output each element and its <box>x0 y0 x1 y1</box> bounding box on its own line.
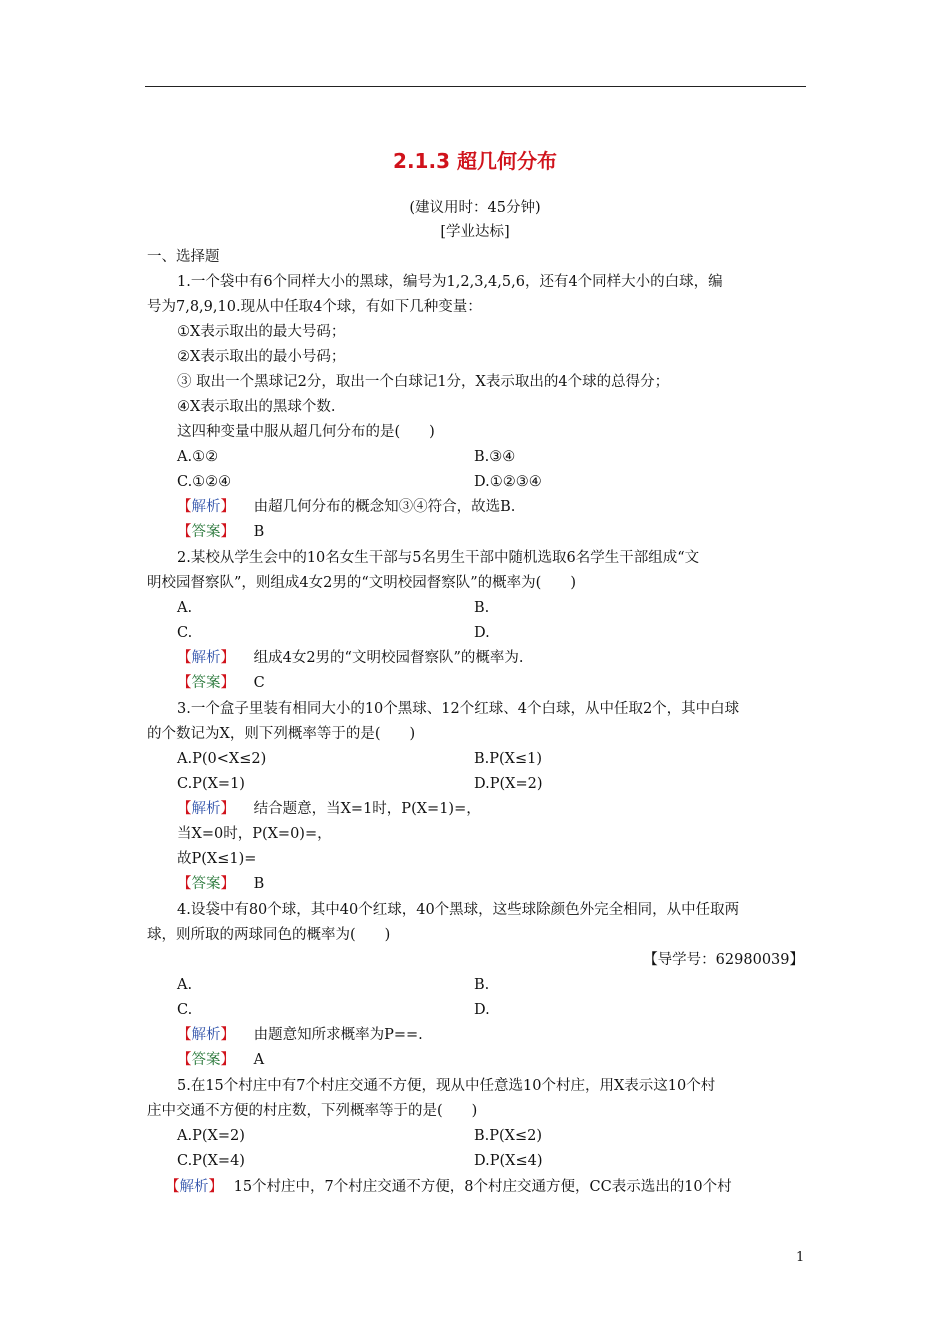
analysis-tag: 【解析】 <box>165 1179 223 1195</box>
answer-tag: 【答案】 <box>177 675 235 691</box>
q5-analysis: 【解析】 15个村庄中，7个村庄交通不方便，8个村庄交通方便，CC表示选出的10个村 <box>165 1179 732 1195</box>
q2-option-c: C. <box>177 625 193 641</box>
q1-option-c: C.①②④ <box>177 474 232 490</box>
q4-option-d: D. <box>474 1002 490 1018</box>
q1-stem: 这四种变量中服从超几何分布的是( ) <box>177 424 435 440</box>
time-note: (建议用时：45分钟) <box>409 200 541 216</box>
section-heading: 一、选择题 <box>147 249 220 265</box>
q2-line1: 2.某校从学生会中的10名女生干部与5名男生干部中随机选取6名学生干部组成“文 <box>177 550 700 566</box>
q3-analysis: 【解析】 结合题意，当X=1时，P(X=1)=， <box>177 801 481 817</box>
page-title: 2.1.3 超几何分布 <box>393 149 557 173</box>
analysis-tag: 【解析】 <box>177 801 235 817</box>
q2-analysis: 【解析】 组成4女2男的“文明校园督察队”的概率为. <box>177 650 524 666</box>
q1-line2: 号为7,8,9,10.现从中任取4个球，有如下几种变量： <box>147 299 482 315</box>
analysis-tag: 【解析】 <box>177 1027 235 1043</box>
q1-option-b: B.③④ <box>474 449 516 465</box>
q4-answer: 【答案】 A <box>177 1052 265 1068</box>
q5-line1: 5.在15个村庄中有7个村庄交通不方便，现从中任意选10个村庄，用X表示这10个村 <box>177 1078 716 1094</box>
page-number: 1 <box>796 1250 805 1265</box>
q5-option-a: A.P(X=2) <box>177 1128 245 1144</box>
guide-number: 【导学号：62980039】 <box>643 952 804 968</box>
q5-line2: 庄中交通不方便的村庄数，下列概率等于的是( ) <box>147 1103 478 1119</box>
q5-option-d: D.P(X≤4) <box>474 1153 543 1169</box>
q1-item3: ③ 取出一个黑球记2分，取出一个白球记1分，X表示取出的4个球的总得分； <box>177 374 670 390</box>
q4-analysis: 【解析】 由题意知所求概率为P==. <box>177 1027 423 1043</box>
answer-tag: 【答案】 <box>177 1052 235 1068</box>
analysis-tag: 【解析】 <box>177 650 235 666</box>
q4-option-b: B. <box>474 977 490 993</box>
q4-option-c: C. <box>177 1002 193 1018</box>
q1-item1: ①X表示取出的最大号码； <box>177 324 346 340</box>
q4-line1: 4.设袋中有80个球，其中40个红球，40个黑球，这些球除颜色外完全相同，从中任取两 <box>177 902 740 918</box>
header-rule <box>145 86 806 87</box>
q1-option-a: A.①② <box>177 449 219 465</box>
q3-option-a: A.P(0<X≤2) <box>177 751 267 767</box>
q3-line2: 的个数记为X，则下列概率等于的是( ) <box>147 726 416 742</box>
q4-line2: 球，则所取的两球同色的概率为( ) <box>147 927 391 943</box>
answer-tag: 【答案】 <box>177 876 235 892</box>
q1-answer: 【答案】 B <box>177 524 265 540</box>
q3-option-b: B.P(X≤1) <box>474 751 543 767</box>
q3-option-c: C.P(X=1) <box>177 776 245 792</box>
q3-option-d: D.P(X=2) <box>474 776 543 792</box>
q2-answer: 【答案】 C <box>177 675 265 691</box>
q2-option-b: B. <box>474 600 490 616</box>
q2-option-d: D. <box>474 625 490 641</box>
q5-option-b: B.P(X≤2) <box>474 1128 543 1144</box>
section-tag: [学业达标] <box>440 224 510 240</box>
q1-item4: ④X表示取出的黑球个数. <box>177 399 336 415</box>
q1-line1: 1.一个袋中有6个同样大小的黑球，编号为1,2,3,4,5,6，还有4个同样大小的白球，编 <box>177 274 723 290</box>
q3-answer: 【答案】 B <box>177 876 265 892</box>
q1-analysis: 【解析】 由超几何分布的概念知③④符合，故选B. <box>177 499 516 515</box>
q4-option-a: A. <box>177 977 193 993</box>
answer-tag: 【答案】 <box>177 524 235 540</box>
q5-option-c: C.P(X=4) <box>177 1153 245 1169</box>
analysis-tag: 【解析】 <box>177 499 235 515</box>
q1-option-d: D.①②③④ <box>474 474 542 490</box>
q3-analysis-2: 当X=0时，P(X=0)=， <box>177 826 332 842</box>
q3-analysis-3: 故P(X≤1)= <box>177 851 257 867</box>
q2-option-a: A. <box>177 600 193 616</box>
q2-line2: 明校园督察队”，则组成4女2男的“文明校园督察队”的概率为( ) <box>147 575 577 591</box>
q1-item2: ②X表示取出的最小号码； <box>177 349 346 365</box>
q3-line1: 3.一个盒子里装有相同大小的10个黑球、12个红球、4个白球，从中任取2个，其中白球 <box>177 701 740 717</box>
